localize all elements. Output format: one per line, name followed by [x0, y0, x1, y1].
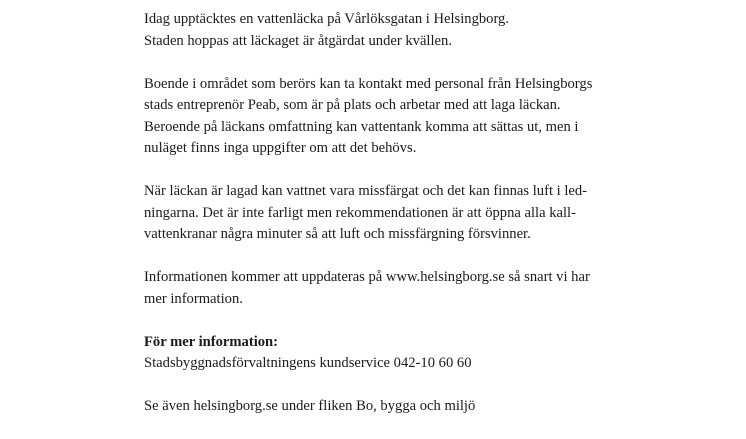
- paragraph-contact-residents: [144, 74, 614, 160]
- paragraph-leak-intro: [144, 9, 614, 52]
- contact-line: Stadsbyggnadsförvaltningens kundservice 042-10 60 60: [144, 355, 472, 371]
- contact-section: [144, 332, 614, 375]
- text-line: mer information.: [144, 290, 243, 307]
- footer-line: Se även helsingborg.se under fliken Bo, bygga och miljö: [144, 398, 476, 414]
- text-line: nuläget finns inga uppgifter om att det behövs.: [144, 140, 417, 156]
- text-line: vattenkranar några minuter så att luft och missfärgning försvinner.: [144, 226, 531, 242]
- text-line: Informationen kommer att uppdateras på www.helsingborg.se så snart vi har: [144, 269, 590, 285]
- paragraph-water-discoloration: [144, 181, 614, 246]
- document-body: [144, 9, 614, 439]
- text-line: ningarna. Det är inte farligt men rekommendationen är att öppna alla kall-: [144, 204, 576, 221]
- paragraph-updates: [144, 267, 614, 310]
- contact-heading: För mer information:: [144, 333, 279, 350]
- text-line: När läckan är lagad kan vattnet vara missfärgat och det kan finnas luft i led-: [144, 183, 588, 199]
- text-line: Boende i området som berörs kan ta kontakt med personal från Helsingborgs: [144, 75, 593, 92]
- text-line: Staden hoppas att läckaget är åtgärdat under kvällen.: [144, 32, 452, 49]
- text-line: stads entreprenör Peab, som är på plats och arbetar med att laga läckan.: [144, 97, 561, 113]
- footer-section: [144, 396, 614, 418]
- text-line: Idag upptäcktes en vattenläcka på Vårlöksgatan i Helsingborg.: [144, 11, 510, 27]
- text-line: Beroende på läckans omfattning kan vattentank komma att sättas ut, men i: [144, 118, 579, 135]
